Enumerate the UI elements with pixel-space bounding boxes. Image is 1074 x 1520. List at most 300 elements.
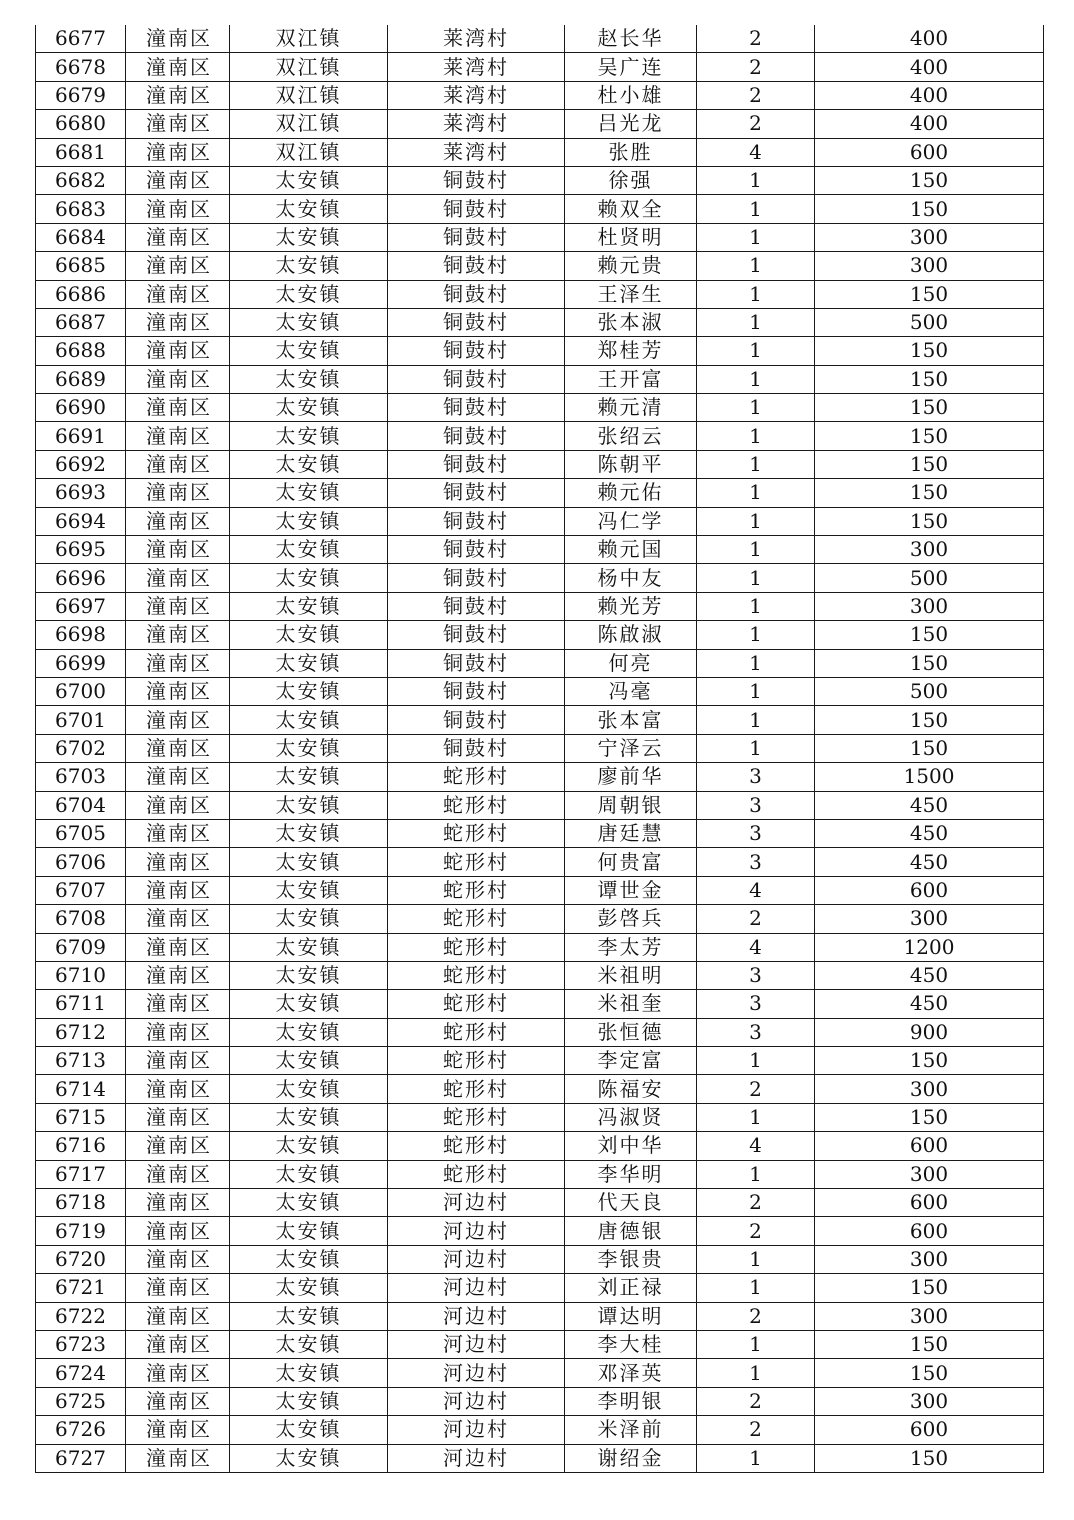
table-row (36, 763, 1044, 791)
village-cell: 蛇形村 (388, 1018, 565, 1046)
row-id-cell: 6679 (36, 81, 126, 109)
town-cell: 双江镇 (230, 110, 388, 138)
name-cell: 杜小雄 (565, 81, 697, 109)
count-cell: 1 (697, 1047, 815, 1075)
district-cell: 潼南区 (126, 1416, 230, 1444)
table-row (36, 223, 1044, 251)
count-cell: 2 (697, 1302, 815, 1330)
amount-cell: 150 (815, 1444, 1044, 1472)
row-id-cell: 6708 (36, 905, 126, 933)
amount-cell: 600 (815, 1189, 1044, 1217)
name-cell: 李定富 (565, 1047, 697, 1075)
amount-cell: 150 (815, 422, 1044, 450)
name-cell: 李银贵 (565, 1245, 697, 1273)
name-cell: 赖双全 (565, 195, 697, 223)
village-cell: 铜鼓村 (388, 564, 565, 592)
amount-cell: 150 (815, 450, 1044, 478)
town-cell: 太安镇 (230, 933, 388, 961)
table-row (36, 536, 1044, 564)
amount-cell: 400 (815, 110, 1044, 138)
count-cell: 1 (697, 1444, 815, 1472)
count-cell: 1 (697, 1330, 815, 1358)
name-cell: 何贵富 (565, 848, 697, 876)
town-cell: 双江镇 (230, 138, 388, 166)
row-id-cell: 6682 (36, 166, 126, 194)
name-cell: 米祖明 (565, 961, 697, 989)
village-cell: 蛇形村 (388, 1103, 565, 1131)
district-cell: 潼南区 (126, 1217, 230, 1245)
row-id-cell: 6681 (36, 138, 126, 166)
town-cell: 太安镇 (230, 1245, 388, 1273)
row-id-cell: 6726 (36, 1416, 126, 1444)
town-cell: 太安镇 (230, 1047, 388, 1075)
row-id-cell: 6697 (36, 592, 126, 620)
village-cell: 蛇形村 (388, 961, 565, 989)
amount-cell: 150 (815, 166, 1044, 194)
town-cell: 太安镇 (230, 337, 388, 365)
table-body (36, 25, 1044, 1472)
table-row (36, 450, 1044, 478)
count-cell: 1 (697, 479, 815, 507)
amount-cell: 900 (815, 1018, 1044, 1046)
town-cell: 太安镇 (230, 479, 388, 507)
row-id-cell: 6678 (36, 53, 126, 81)
name-cell: 谭世金 (565, 876, 697, 904)
town-cell: 太安镇 (230, 308, 388, 336)
amount-cell: 150 (815, 1274, 1044, 1302)
village-cell: 蛇形村 (388, 848, 565, 876)
count-cell: 1 (697, 195, 815, 223)
count-cell: 4 (697, 138, 815, 166)
count-cell: 2 (697, 1217, 815, 1245)
name-cell: 刘中华 (565, 1132, 697, 1160)
count-cell: 4 (697, 876, 815, 904)
table-row (36, 138, 1044, 166)
name-cell: 张本淑 (565, 308, 697, 336)
town-cell: 太安镇 (230, 1132, 388, 1160)
row-id-cell: 6691 (36, 422, 126, 450)
name-cell: 赖元佑 (565, 479, 697, 507)
amount-cell: 600 (815, 138, 1044, 166)
name-cell: 邓泽英 (565, 1359, 697, 1387)
row-id-cell: 6724 (36, 1359, 126, 1387)
name-cell: 廖前华 (565, 763, 697, 791)
name-cell: 唐廷慧 (565, 819, 697, 847)
district-cell: 潼南区 (126, 53, 230, 81)
row-id-cell: 6706 (36, 848, 126, 876)
district-cell: 潼南区 (126, 337, 230, 365)
table-row (36, 933, 1044, 961)
count-cell: 1 (697, 1103, 815, 1131)
row-id-cell: 6689 (36, 365, 126, 393)
table-row (36, 1160, 1044, 1188)
amount-cell: 300 (815, 252, 1044, 280)
name-cell: 赖元国 (565, 536, 697, 564)
town-cell: 太安镇 (230, 365, 388, 393)
amount-cell: 150 (815, 280, 1044, 308)
name-cell: 赖元清 (565, 394, 697, 422)
town-cell: 太安镇 (230, 649, 388, 677)
district-cell: 潼南区 (126, 195, 230, 223)
row-id-cell: 6710 (36, 961, 126, 989)
village-cell: 河边村 (388, 1387, 565, 1415)
village-cell: 铜鼓村 (388, 337, 565, 365)
count-cell: 1 (697, 252, 815, 280)
table-row (36, 1444, 1044, 1472)
name-cell: 王泽生 (565, 280, 697, 308)
town-cell: 太安镇 (230, 1444, 388, 1472)
row-id-cell: 6690 (36, 394, 126, 422)
count-cell: 1 (697, 1359, 815, 1387)
district-cell: 潼南区 (126, 677, 230, 705)
row-id-cell: 6685 (36, 252, 126, 280)
district-cell: 潼南区 (126, 223, 230, 251)
amount-cell: 300 (815, 905, 1044, 933)
district-cell: 潼南区 (126, 394, 230, 422)
town-cell: 太安镇 (230, 195, 388, 223)
town-cell: 太安镇 (230, 791, 388, 819)
row-id-cell: 6696 (36, 564, 126, 592)
row-id-cell: 6695 (36, 536, 126, 564)
row-id-cell: 6716 (36, 1132, 126, 1160)
row-id-cell: 6701 (36, 706, 126, 734)
town-cell: 太安镇 (230, 621, 388, 649)
name-cell: 杨中友 (565, 564, 697, 592)
name-cell: 何亮 (565, 649, 697, 677)
count-cell: 2 (697, 1189, 815, 1217)
town-cell: 太安镇 (230, 961, 388, 989)
table-row (36, 308, 1044, 336)
name-cell: 李明银 (565, 1387, 697, 1415)
district-cell: 潼南区 (126, 365, 230, 393)
village-cell: 铜鼓村 (388, 422, 565, 450)
row-id-cell: 6684 (36, 223, 126, 251)
district-cell: 潼南区 (126, 706, 230, 734)
table-row (36, 1274, 1044, 1302)
amount-cell: 150 (815, 507, 1044, 535)
name-cell: 代天良 (565, 1189, 697, 1217)
name-cell: 赖元贵 (565, 252, 697, 280)
amount-cell: 300 (815, 223, 1044, 251)
amount-cell: 150 (815, 649, 1044, 677)
amount-cell: 150 (815, 621, 1044, 649)
district-cell: 潼南区 (126, 1302, 230, 1330)
name-cell: 李大桂 (565, 1330, 697, 1358)
count-cell: 2 (697, 25, 815, 53)
amount-cell: 400 (815, 25, 1044, 53)
count-cell: 1 (697, 365, 815, 393)
village-cell: 河边村 (388, 1444, 565, 1472)
row-id-cell: 6698 (36, 621, 126, 649)
amount-cell: 150 (815, 195, 1044, 223)
village-cell: 铜鼓村 (388, 166, 565, 194)
count-cell: 1 (697, 1274, 815, 1302)
town-cell: 太安镇 (230, 819, 388, 847)
table-row (36, 1018, 1044, 1046)
amount-cell: 300 (815, 1160, 1044, 1188)
table-row (36, 1189, 1044, 1217)
name-cell: 赵长华 (565, 25, 697, 53)
row-id-cell: 6727 (36, 1444, 126, 1472)
count-cell: 1 (697, 1245, 815, 1273)
row-id-cell: 6709 (36, 933, 126, 961)
village-cell: 蛇形村 (388, 763, 565, 791)
row-id-cell: 6713 (36, 1047, 126, 1075)
table-row (36, 1245, 1044, 1273)
village-cell: 河边村 (388, 1416, 565, 1444)
district-cell: 潼南区 (126, 1103, 230, 1131)
name-cell: 陈福安 (565, 1075, 697, 1103)
name-cell: 赖光芳 (565, 592, 697, 620)
amount-cell: 600 (815, 1217, 1044, 1245)
village-cell: 莱湾村 (388, 110, 565, 138)
amount-cell: 450 (815, 961, 1044, 989)
table-row (36, 394, 1044, 422)
table-row (36, 1330, 1044, 1358)
name-cell: 冯淑贤 (565, 1103, 697, 1131)
row-id-cell: 6704 (36, 791, 126, 819)
town-cell: 太安镇 (230, 1189, 388, 1217)
amount-cell: 400 (815, 81, 1044, 109)
row-id-cell: 6719 (36, 1217, 126, 1245)
count-cell: 1 (697, 649, 815, 677)
town-cell: 太安镇 (230, 876, 388, 904)
table-row (36, 81, 1044, 109)
town-cell: 太安镇 (230, 422, 388, 450)
amount-cell: 300 (815, 592, 1044, 620)
village-cell: 蛇形村 (388, 791, 565, 819)
village-cell: 蛇形村 (388, 1160, 565, 1188)
town-cell: 太安镇 (230, 223, 388, 251)
row-id-cell: 6711 (36, 990, 126, 1018)
district-cell: 潼南区 (126, 961, 230, 989)
district-cell: 潼南区 (126, 1387, 230, 1415)
count-cell: 1 (697, 1160, 815, 1188)
district-cell: 潼南区 (126, 1245, 230, 1273)
count-cell: 1 (697, 706, 815, 734)
name-cell: 谭达明 (565, 1302, 697, 1330)
district-cell: 潼南区 (126, 734, 230, 762)
table-row (36, 280, 1044, 308)
count-cell: 1 (697, 223, 815, 251)
table-row (36, 848, 1044, 876)
amount-cell: 150 (815, 706, 1044, 734)
name-cell: 彭啓兵 (565, 905, 697, 933)
village-cell: 铜鼓村 (388, 536, 565, 564)
name-cell: 谢绍金 (565, 1444, 697, 1472)
town-cell: 太安镇 (230, 848, 388, 876)
table-row (36, 905, 1044, 933)
row-id-cell: 6699 (36, 649, 126, 677)
town-cell: 太安镇 (230, 734, 388, 762)
table-row (36, 252, 1044, 280)
town-cell: 太安镇 (230, 564, 388, 592)
name-cell: 冯仁学 (565, 507, 697, 535)
amount-cell: 450 (815, 791, 1044, 819)
count-cell: 1 (697, 422, 815, 450)
district-cell: 潼南区 (126, 905, 230, 933)
count-cell: 1 (697, 592, 815, 620)
row-id-cell: 6718 (36, 1189, 126, 1217)
district-cell: 潼南区 (126, 280, 230, 308)
town-cell: 太安镇 (230, 905, 388, 933)
row-id-cell: 6714 (36, 1075, 126, 1103)
village-cell: 蛇形村 (388, 876, 565, 904)
district-cell: 潼南区 (126, 819, 230, 847)
row-id-cell: 6721 (36, 1274, 126, 1302)
name-cell: 杜贤明 (565, 223, 697, 251)
amount-cell: 500 (815, 564, 1044, 592)
village-cell: 铜鼓村 (388, 734, 565, 762)
amount-cell: 300 (815, 1075, 1044, 1103)
amount-cell: 150 (815, 1047, 1044, 1075)
district-cell: 潼南区 (126, 592, 230, 620)
town-cell: 太安镇 (230, 507, 388, 535)
district-cell: 潼南区 (126, 450, 230, 478)
name-cell: 米泽前 (565, 1416, 697, 1444)
town-cell: 双江镇 (230, 25, 388, 53)
table-row (36, 791, 1044, 819)
district-cell: 潼南区 (126, 507, 230, 535)
amount-cell: 600 (815, 1132, 1044, 1160)
town-cell: 太安镇 (230, 394, 388, 422)
count-cell: 3 (697, 961, 815, 989)
row-id-cell: 6717 (36, 1160, 126, 1188)
amount-cell: 300 (815, 1302, 1044, 1330)
village-cell: 铜鼓村 (388, 223, 565, 251)
town-cell: 太安镇 (230, 1274, 388, 1302)
town-cell: 太安镇 (230, 1330, 388, 1358)
row-id-cell: 6702 (36, 734, 126, 762)
village-cell: 河边村 (388, 1189, 565, 1217)
district-cell: 潼南区 (126, 536, 230, 564)
district-cell: 潼南区 (126, 990, 230, 1018)
district-cell: 潼南区 (126, 166, 230, 194)
table-row (36, 1302, 1044, 1330)
district-cell: 潼南区 (126, 110, 230, 138)
row-id-cell: 6715 (36, 1103, 126, 1131)
district-cell: 潼南区 (126, 1274, 230, 1302)
count-cell: 2 (697, 53, 815, 81)
name-cell: 刘正禄 (565, 1274, 697, 1302)
name-cell: 王开富 (565, 365, 697, 393)
village-cell: 河边村 (388, 1245, 565, 1273)
amount-cell: 150 (815, 1103, 1044, 1131)
row-id-cell: 6693 (36, 479, 126, 507)
name-cell: 张本富 (565, 706, 697, 734)
row-id-cell: 6725 (36, 1387, 126, 1415)
table-row (36, 1387, 1044, 1415)
village-cell: 蛇形村 (388, 1075, 565, 1103)
row-id-cell: 6700 (36, 677, 126, 705)
village-cell: 河边村 (388, 1274, 565, 1302)
amount-cell: 500 (815, 677, 1044, 705)
count-cell: 1 (697, 308, 815, 336)
count-cell: 2 (697, 905, 815, 933)
table-row (36, 677, 1044, 705)
village-cell: 铜鼓村 (388, 507, 565, 535)
table-row (36, 195, 1044, 223)
table-row (36, 592, 1044, 620)
row-id-cell: 6720 (36, 1245, 126, 1273)
row-id-cell: 6703 (36, 763, 126, 791)
count-cell: 1 (697, 166, 815, 194)
row-id-cell: 6688 (36, 337, 126, 365)
count-cell: 1 (697, 677, 815, 705)
amount-cell: 150 (815, 479, 1044, 507)
amount-cell: 150 (815, 337, 1044, 365)
district-cell: 潼南区 (126, 1160, 230, 1188)
town-cell: 太安镇 (230, 280, 388, 308)
name-cell: 李太芳 (565, 933, 697, 961)
district-cell: 潼南区 (126, 1330, 230, 1358)
town-cell: 太安镇 (230, 252, 388, 280)
town-cell: 太安镇 (230, 706, 388, 734)
village-cell: 铜鼓村 (388, 592, 565, 620)
town-cell: 太安镇 (230, 450, 388, 478)
amount-cell: 1500 (815, 763, 1044, 791)
amount-cell: 450 (815, 990, 1044, 1018)
amount-cell: 450 (815, 848, 1044, 876)
village-cell: 铜鼓村 (388, 649, 565, 677)
town-cell: 太安镇 (230, 166, 388, 194)
town-cell: 双江镇 (230, 53, 388, 81)
district-cell: 潼南区 (126, 1444, 230, 1472)
village-cell: 蛇形村 (388, 1132, 565, 1160)
count-cell: 3 (697, 1018, 815, 1046)
name-cell: 徐强 (565, 166, 697, 194)
count-cell: 4 (697, 1132, 815, 1160)
name-cell: 冯毫 (565, 677, 697, 705)
name-cell: 陈朝平 (565, 450, 697, 478)
amount-cell: 1200 (815, 933, 1044, 961)
amount-cell: 150 (815, 365, 1044, 393)
district-cell: 潼南区 (126, 422, 230, 450)
name-cell: 陈啟淑 (565, 621, 697, 649)
count-cell: 3 (697, 791, 815, 819)
count-cell: 1 (697, 734, 815, 762)
amount-cell: 300 (815, 1245, 1044, 1273)
village-cell: 铜鼓村 (388, 706, 565, 734)
amount-cell: 150 (815, 1330, 1044, 1358)
row-id-cell: 6712 (36, 1018, 126, 1046)
row-id-cell: 6680 (36, 110, 126, 138)
table-row (36, 337, 1044, 365)
village-cell: 铜鼓村 (388, 394, 565, 422)
table-row (36, 422, 1044, 450)
row-id-cell: 6677 (36, 25, 126, 53)
district-cell: 潼南区 (126, 308, 230, 336)
town-cell: 太安镇 (230, 763, 388, 791)
district-cell: 潼南区 (126, 763, 230, 791)
table-row (36, 1416, 1044, 1444)
table-row (36, 706, 1044, 734)
town-cell: 太安镇 (230, 677, 388, 705)
count-cell: 1 (697, 507, 815, 535)
table-row (36, 365, 1044, 393)
name-cell: 张绍云 (565, 422, 697, 450)
town-cell: 太安镇 (230, 1359, 388, 1387)
village-cell: 铜鼓村 (388, 308, 565, 336)
amount-cell: 400 (815, 53, 1044, 81)
count-cell: 2 (697, 1387, 815, 1415)
name-cell: 吕光龙 (565, 110, 697, 138)
village-cell: 莱湾村 (388, 53, 565, 81)
amount-cell: 150 (815, 1359, 1044, 1387)
village-cell: 铜鼓村 (388, 479, 565, 507)
name-cell: 吴广连 (565, 53, 697, 81)
row-id-cell: 6694 (36, 507, 126, 535)
